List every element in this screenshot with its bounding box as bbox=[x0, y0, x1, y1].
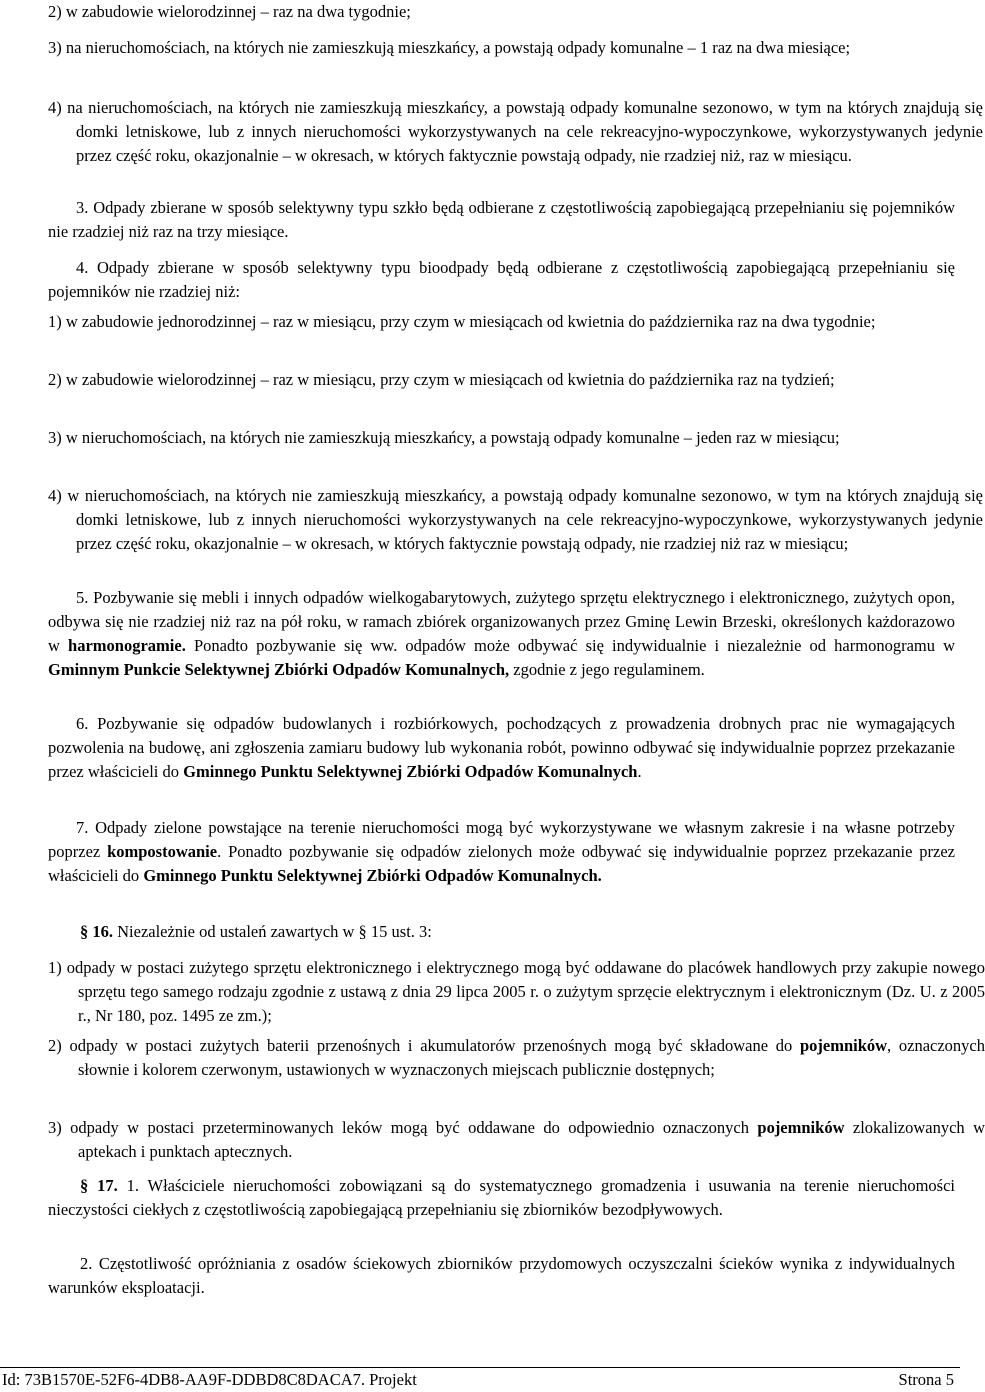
p16-3-pojemnikow: pojemników bbox=[757, 1118, 845, 1137]
section-5-harmonogram: harmonogramie. bbox=[68, 636, 186, 655]
section-5-gminny-punkt: Gminnym Punkcie Selektywnej Zbiórki Odpadów Komunalnych, bbox=[48, 660, 510, 679]
p16-3-text-c: zlokalizowanych w aptekach i punktach aptecznych. bbox=[78, 1118, 985, 1161]
list-item-3: 3) na nieruchomościach, na których nie zamieszkują mieszkańcy, a powstają odpady komunalne – 1 raz na dwa miesiące; bbox=[48, 38, 851, 57]
p16-2-text-a: 2) odpady w postaci zużytych baterii przenośnych i akumulatorów przenośnych mogą być składowane do bbox=[48, 1036, 800, 1055]
section-7-gminny-punkt: Gminnego Punktu Selektywnej Zbiórki Odpadów Komunalnych. bbox=[143, 866, 602, 885]
p16-2-text-c: , oznaczonych słownie i kolorem czerwonym, ustawionych w wyznaczonych miejscach publicznie dostępnych; bbox=[78, 1036, 985, 1079]
section-4 bbox=[48, 256, 955, 304]
section-6 bbox=[48, 712, 955, 784]
paragraph-16-number: § 16. bbox=[80, 922, 113, 941]
section-7 bbox=[48, 816, 955, 888]
section-5-text-e: zgodnie z jego regulaminem. bbox=[509, 660, 705, 679]
paragraph-17-item-2: 2. Częstotliwość opróżniania z osadów ściekowych zbiorników przydomowych oczyszczalni ścieków wynika z indywidualnych warunków eksploatacji. bbox=[48, 1254, 955, 1297]
section-4-number: 4. bbox=[76, 258, 89, 277]
page-number: Strona 5 bbox=[898, 1370, 954, 1389]
section-5 bbox=[48, 586, 955, 682]
paragraph-16-item-1: 1) odpady w postaci zużytego sprzętu elektronicznego i elektrycznego mogą być oddawane do placówek handlowych przy zakupie nowego sprzętu tego samego rodzaju zgodnie z ustawą z dnia 29 lipca 2005 r. o zużytym sprzęcie elektrycznym i elektronicznym (Dz. U. z 2005 r., Nr 180, poz. 1495 ze zm.); bbox=[48, 958, 985, 1025]
section-6-text-a: 6. Pozbywanie się odpadów budowlanych i rozbiórkowych, pochodzących z prowadzenia drobnych prac nie wymagających pozwolenia na budowę, ani zgłoszenia zamiaru budowy lub wykonania robót, powinno odbywać się indywidualnie poprzez przekazanie przez właścicieli do bbox=[48, 714, 955, 781]
document-id: Id: 73B1570E-52F6-4DB8-AA9F-DDBD8C8DACA7. Projekt bbox=[2, 1370, 417, 1389]
section-4-text: Odpady zbierane w sposób selektywny typu bioodpady będą odbierane z częstotliwością zapobiegającą przepełnianiu się pojemników nie rzadziej niż: bbox=[48, 258, 955, 301]
section-7-text-c: . Ponadto pozbywanie się odpadów zielonych może odbywać się indywidualnie poprzez przekazanie przez właścicieli do bbox=[48, 842, 956, 885]
p16-2-pojemnikow: pojemników bbox=[799, 1036, 888, 1055]
paragraph-16-text: Niezależnie od ustaleń zawartych w § 15 ust. 3: bbox=[113, 922, 432, 941]
bio-list-item-3: 3) w nieruchomościach, na których nie zamieszkują mieszkańcy, a powstają odpady komunalne – jeden raz w miesiącu; bbox=[48, 428, 840, 447]
paragraph-17-number: § 17. bbox=[80, 1176, 118, 1195]
page-footer bbox=[0, 1367, 960, 1392]
section-5-text-c: Ponadto pozbywanie się ww. odpadów może odbywać się indywidualnie i niezależnie od harmonogramu w bbox=[185, 636, 956, 655]
paragraph-16-heading bbox=[48, 920, 955, 944]
section-6-gminny-punkt: Gminnego Punktu Selektywnej Zbiórki Odpadów Komunalnych bbox=[183, 762, 638, 781]
section-3 bbox=[48, 196, 955, 244]
bio-list-item-2: 2) w zabudowie wielorodzinnej – raz w miesiącu, przy czym w miesiącach od kwietnia do października raz na tydzień; bbox=[48, 370, 835, 389]
paragraph-17 bbox=[48, 1174, 955, 1222]
section-7-text-a: 7. Odpady zielone powstające na terenie nieruchomości mogą być wykorzystywane we własnym zakresie i na własne potrzeby poprzez bbox=[48, 818, 955, 861]
section-3-number: 3. bbox=[76, 198, 89, 217]
paragraph-17-text: 1. Właściciele nieruchomości zobowiązani są do systematycznego gromadzenia i usuwania na terenie nieruchomości nieczystości ciekłych z częstotliwością zapobiegającą przepełnianiu się zbiorników bezodpływowych. bbox=[48, 1176, 955, 1219]
bio-list-item-1: 1) w zabudowie jednorodzinnej – raz w miesiącu, przy czym w miesiącach od kwietnia do października raz na dwa tygodnie; bbox=[48, 312, 876, 331]
list-item-2: 2) w zabudowie wielorodzinnej – raz na dwa tygodnie; bbox=[48, 2, 411, 21]
paragraph-16-item-2 bbox=[48, 1034, 985, 1082]
paragraph-16-item-3 bbox=[48, 1116, 985, 1164]
bio-list-item-4: 4) w nieruchomościach, na których nie zamieszkują mieszkańcy, a powstają odpady komunalne sezonowo, w tym na których znajdują się domki letniskowe, lub z innych nieruchomości wykorzystywanych na cele rekreacyjno-wypoczynkowe, wykorzystywanych jedynie przez część roku, okazjonalnie – w okresach, w których faktycznie powstają odpady, nie rzadziej niż raz w miesiącu; bbox=[48, 486, 983, 553]
section-3-text: Odpady zbierane w sposób selektywny typu szkło będą odbierane z częstotliwością zapobiegającą przepełnianiu się pojemników nie rzadziej niż raz na trzy miesiące. bbox=[48, 198, 955, 241]
section-5-text-a: 5. Pozbywanie się mebli i innych odpadów wielkogabarytowych, zużytego sprzętu elektrycznego i elektronicznego, zużytych opon, odbywa się nie rzadziej niż raz na pół roku, w ramach zbiórek organizowanych przez Gminę Lewin Brzeski, określonych każdorazowo w bbox=[48, 588, 955, 655]
p16-3-text-a: 3) odpady w postaci przeterminowanych leków mogą być oddawane do odpowiednio oznaczonych bbox=[48, 1118, 758, 1137]
section-6-text-c: . bbox=[637, 762, 642, 781]
list-item-4: 4) na nieruchomościach, na których nie zamieszkują mieszkańcy, a powstają odpady komunalne sezonowo, w tym na których znajdują się domki letniskowe, lub z innych nieruchomości wykorzystywanych na cele rekreacyjno-wypoczynkowe, wykorzystywanych jedynie przez część roku, okazjonalnie – w okresach, w których faktycznie powstają odpady, nie rzadziej niż, raz w miesiącu. bbox=[48, 98, 983, 165]
section-7-kompostowanie: kompostowanie bbox=[107, 842, 218, 861]
